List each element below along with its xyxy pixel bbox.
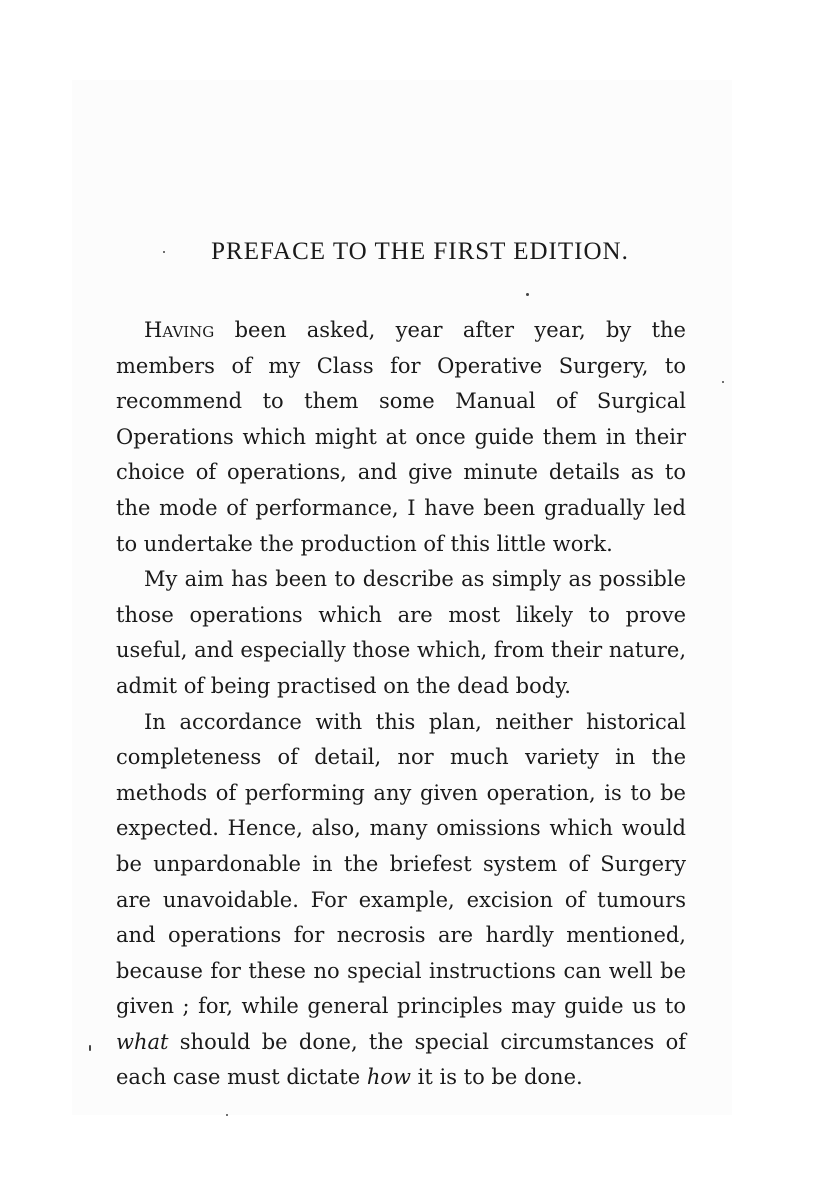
paragraph-lead-word: Having xyxy=(144,318,215,342)
preface-body xyxy=(116,313,686,1096)
paragraph-1-text: been asked, year after year, by the members of my Class for Operative Surgery, to recommend to them some Manual of Surgical Operations which might at once guide them in their choice of operations, and give minute details as to the mode of performance, I have been gradually led to undertake the production of this little work. xyxy=(116,318,686,556)
paragraph-2-text: My aim has been to describe as simply as possible those operations which are most likely to prove useful, and especially those which, from their nature, admit of being practised on the dead body. xyxy=(116,567,686,698)
paragraph-3-text-a: In accordance with this plan, neither historical completeness of detail, nor much variety in the methods of performing any given operation, is to be expected. Hence, also, many omissions which would be unpardonable in the briefest system of Surgery are unavoidable. For example, excision of tumours and operations for necrosis are hardly mentioned, because for these no special instructions can well be given ; for, while general principles may guide us to xyxy=(116,709,686,1019)
scan-speck xyxy=(163,251,165,253)
scan-speck xyxy=(526,293,529,296)
page-title: PREFACE TO THE FIRST EDITION. xyxy=(211,238,629,265)
paragraph-3 xyxy=(116,705,686,1097)
paragraph-1 xyxy=(116,313,686,562)
scan-speck xyxy=(89,1045,91,1051)
scan-speck xyxy=(722,381,724,383)
scan-speck xyxy=(226,1114,228,1116)
emphasis-what: what xyxy=(116,1029,169,1054)
paragraph-3-text-c: it is to be done. xyxy=(410,1065,583,1090)
paragraph-2 xyxy=(116,562,686,704)
emphasis-how: how xyxy=(366,1065,411,1090)
paragraph-3-text-b: should be done, the special circumstances of each case must dictate xyxy=(116,1029,686,1090)
